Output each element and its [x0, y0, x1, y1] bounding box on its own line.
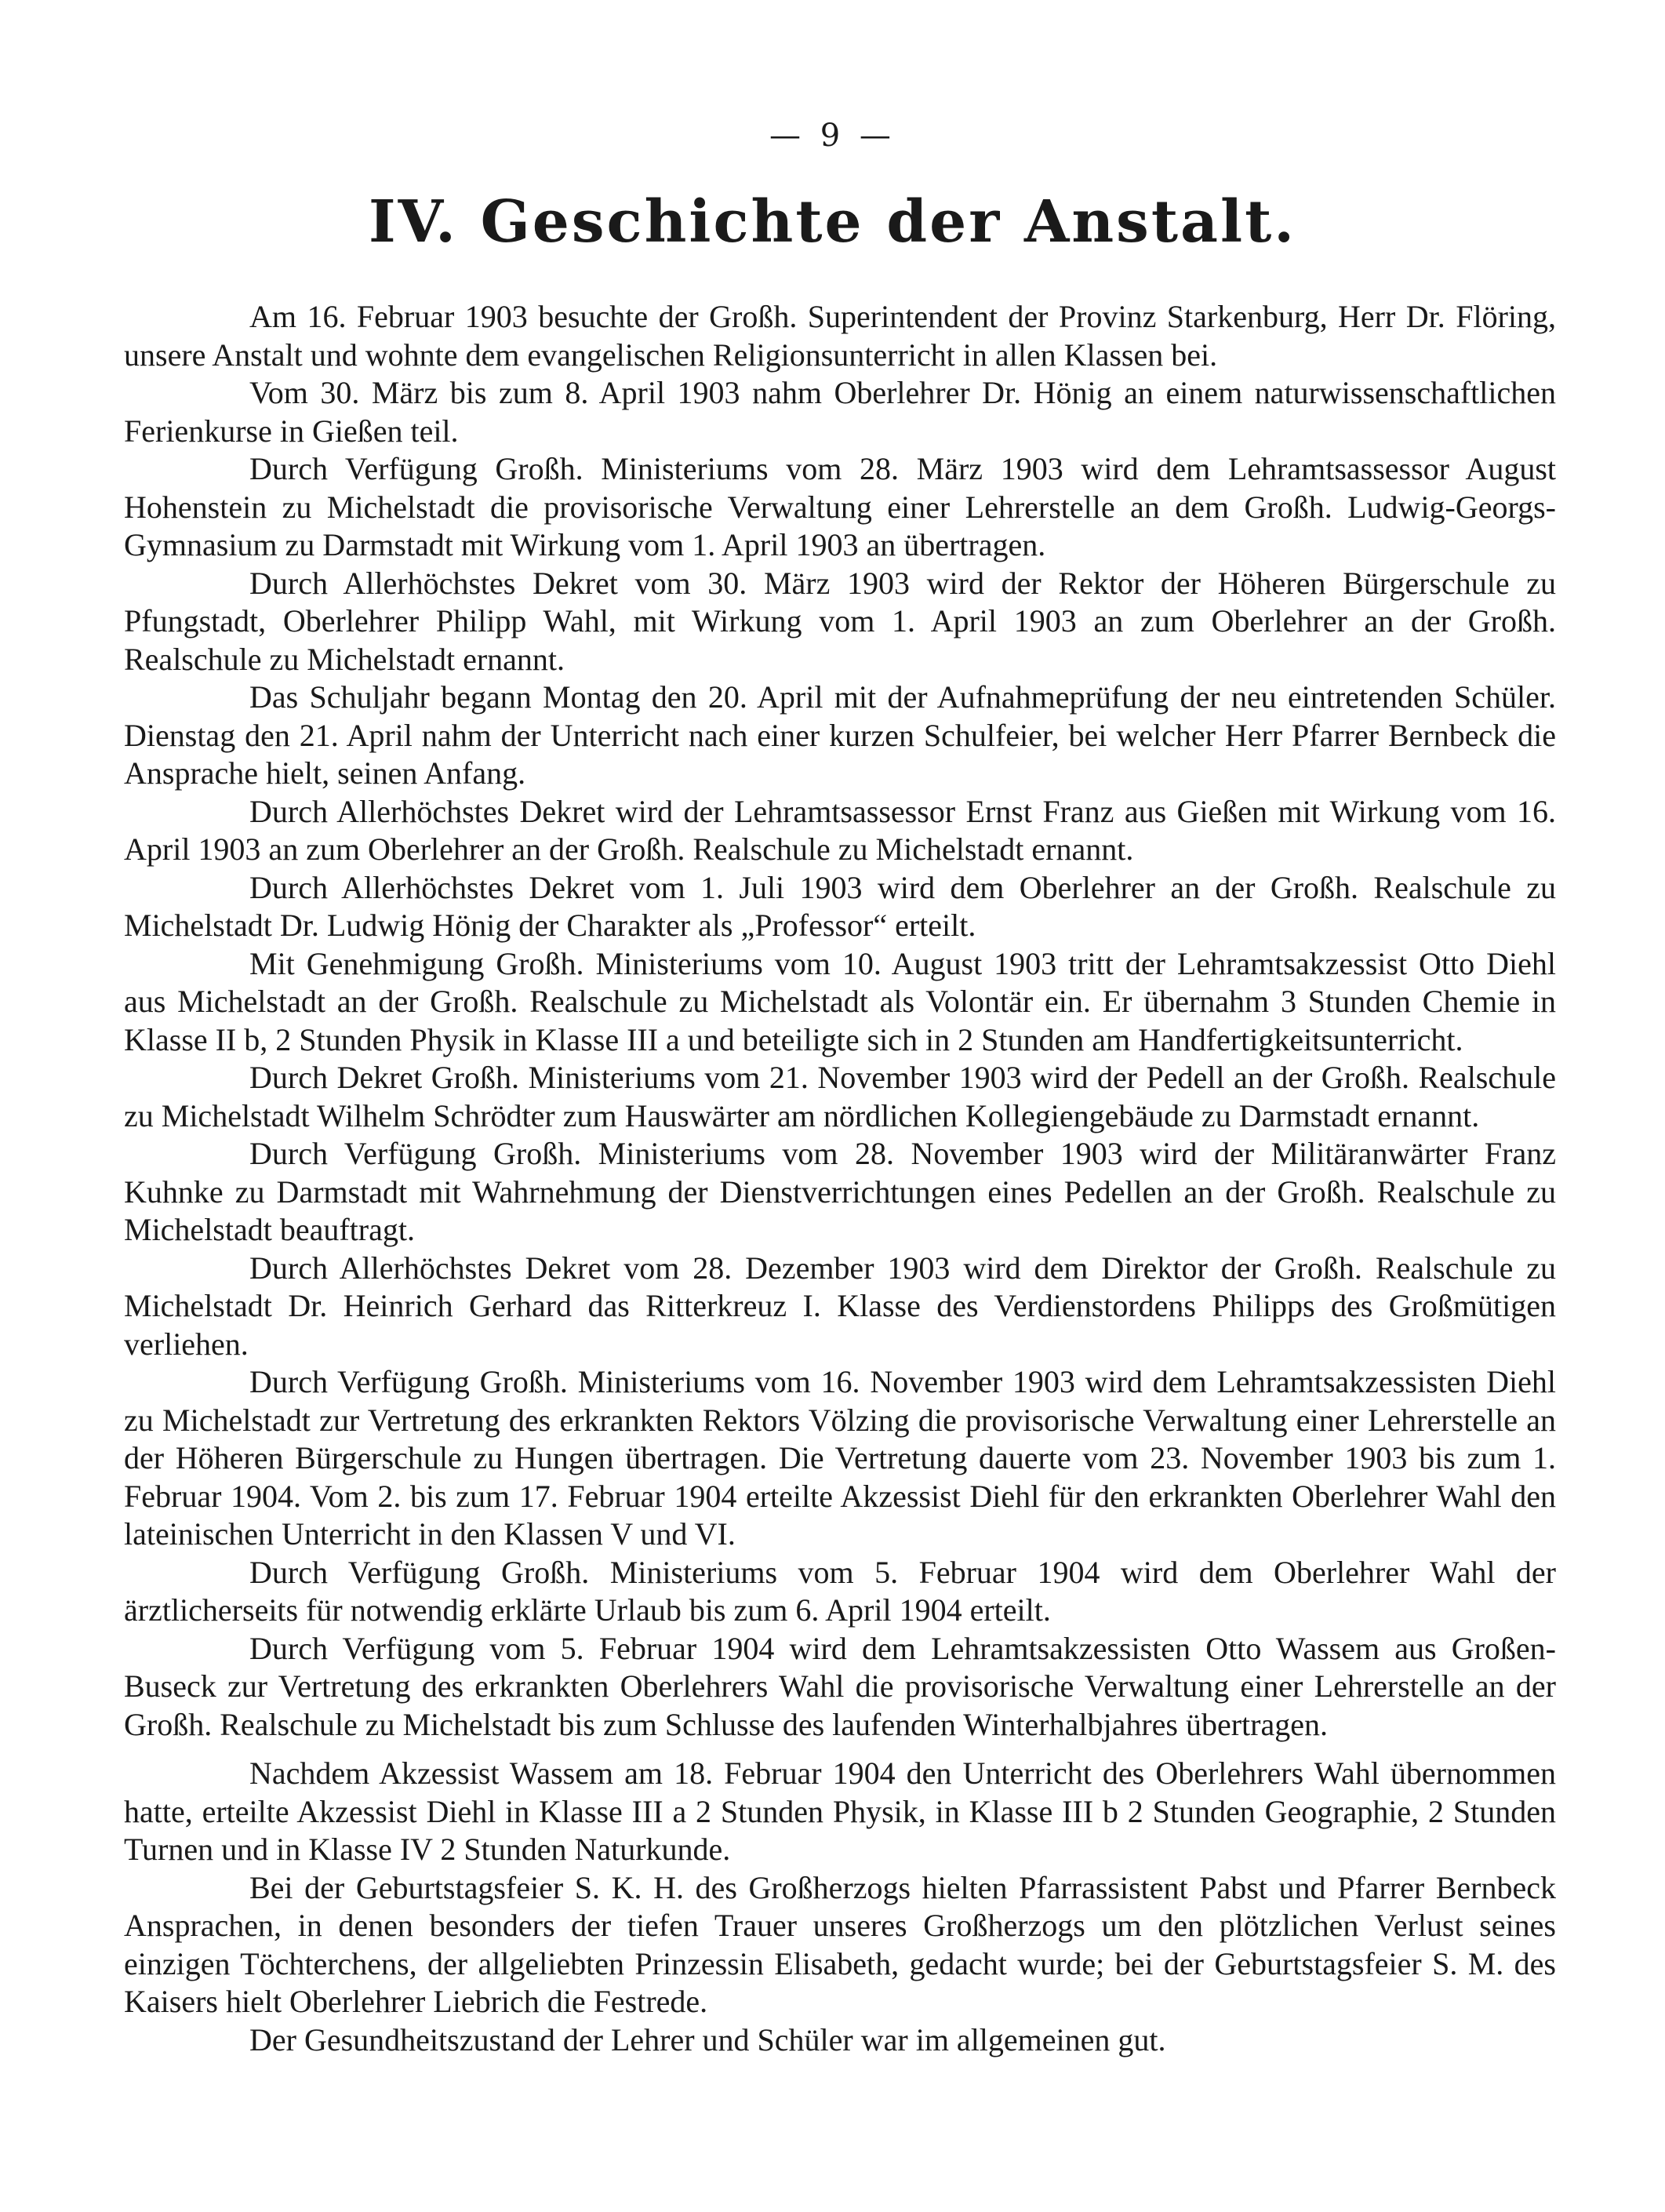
paragraph-3: Durch Verfügung Großh. Ministeriums vom 28. März 1903 wird dem Lehramtsassessor August Hohenstein zu Michelstadt die provisorische Verwaltung einer Lehrerstelle an dem Großh. Ludwig-Georgs-Gymnasium zu Darmstadt mit Wirkung vom 1. April 1903 an übertragen. — [124, 451, 1556, 562]
paragraph-1: Am 16. Februar 1903 besuchte der Großh. Superintendent der Provinz Starkenburg, Herr Dr. Flöring, unsere Anstalt und wohnte dem evangelischen Religionsunterricht in allen Klassen bei. — [124, 299, 1556, 373]
body-text — [124, 298, 1556, 2059]
paragraph-11: Durch Allerhöchstes Dekret vom 28. Dezember 1903 wird dem Direktor der Großh. Realschule zu Michelstadt Dr. Heinrich Gerhard das Ritterkreuz I. Klasse des Verdienstordens Philipps des Großmütigen verliehen. — [124, 1250, 1556, 1362]
paragraph-4: Durch Allerhöchstes Dekret vom 30. März 1903 wird der Rektor der Höheren Bürgerschule zu Pfungstadt, Oberlehrer Philipp Wahl, mit Wirkung vom 1. April 1903 an zum Oberlehrer an der Großh. Realschule zu Michelstadt ernannt. — [124, 565, 1556, 677]
paragraph-16: Bei der Geburtstagsfeier S. K. H. des Großherzogs hielten Pfarrassistent Pabst und Pfarrer Bernbeck Ansprachen, in denen besonders der tiefen Trauer unseres Großherzogs um den plötzlichen Verlust seines einzigen Töchterchens, der allgeliebten Prinzessin Elisabeth, gedacht wurde; bei der Geburtstagsfeier S. M. des Kaisers hielt Oberlehrer Liebrich die Festrede. — [124, 1869, 1556, 2019]
paragraph-15: Nachdem Akzessist Wassem am 18. Februar 1904 den Unterricht des Oberlehrers Wahl übernommen hatte, erteilte Akzessist Diehl in Klasse III a 2 Stunden Physik, in Klasse III b 2 Stunden Geographie, 2 Stunden Turnen und in Klasse IV 2 Stunden Naturkunde. — [124, 1755, 1556, 1867]
paragraph-13: Durch Verfügung Großh. Ministeriums vom 5. Februar 1904 wird dem Oberlehrer Wahl der ärztlicherseits für notwendig erklärte Urlaub bis zum 6. April 1904 erteilt. — [124, 1554, 1556, 1628]
section-title: IV. Geschichte der Anstalt. — [368, 188, 1297, 256]
paragraph-17: Der Gesundheitszustand der Lehrer und Schüler war im allgemeinen gut. — [249, 2021, 1166, 2057]
paragraph-14: Durch Verfügung vom 5. Februar 1904 wird dem Lehramtsakzessisten Otto Wassem aus Großen-Buseck zur Vertretung des erkrankten Oberlehrers Wahl die provisorische Verwaltung einer Lehrerstelle an der Großh. Realschule zu Michelstadt bis zum Schlusse des laufenden Winterhalbjahres übertragen. — [124, 1630, 1556, 1742]
page-number: — 9 — — [769, 118, 896, 154]
paragraph-9: Durch Dekret Großh. Ministeriums vom 21. November 1903 wird der Pedell an der Großh. Realschule zu Michelstadt Wilhelm Schrödter zum Hauswärter am nördlichen Kollegiengebäude zu Darmstadt ernannt. — [124, 1060, 1556, 1133]
paragraph-2: Vom 30. März bis zum 8. April 1903 nahm Oberlehrer Dr. Hönig an einem naturwissenschaftlichen Ferienkurse in Gießen teil. — [124, 375, 1556, 449]
paragraph-12: Durch Verfügung Großh. Ministeriums vom 16. November 1903 wird dem Lehramtsakzessisten Diehl zu Michelstadt zur Vertretung des erkrankten Rektors Völzing die provisorische Verwaltung einer Lehrerstelle an der Höheren Bürgerschule zu Hungen übertragen. Die Vertretung dauerte vom 23. November 1903 bis zum 1. Februar 1904. Vom 2. bis zum 17. Februar 1904 erteilte Akzessist Diehl für den erkrankten Oberlehrer Wahl den lateinischen Unterricht in den Klassen V und VI. — [124, 1364, 1556, 1552]
paragraph-8: Mit Genehmigung Großh. Ministeriums vom 10. August 1903 tritt der Lehramtsakzessist Otto Diehl aus Michelstadt an der Großh. Realschule zu Michelstadt als Volontär ein. Er übernahm 3 Stunden Chemie in Klasse II b, 2 Stunden Physik in Klasse III a und beteiligte sich in 2 Stunden am Handfertigkeitsunterricht. — [124, 945, 1556, 1057]
paragraph-10: Durch Verfügung Großh. Ministeriums vom 28. November 1903 wird der Militäranwärter Franz Kuhnke zu Darmstadt mit Wahrnehmung der Dienstverrichtungen eines Pedellen an der Großh. Realschule zu Michelstadt beauftragt. — [124, 1136, 1556, 1247]
paragraph-5: Das Schuljahr begann Montag den 20. April mit der Aufnahmeprüfung der neu eintretenden Schüler. Dienstag den 21. April nahm der Unterricht nach einer kurzen Schulfeier, bei welcher Herr Pfarrer Bernbeck die Ansprache hielt, seinen Anfang. — [124, 679, 1556, 791]
paragraph-6: Durch Allerhöchstes Dekret wird der Lehramtsassessor Ernst Franz aus Gießen mit Wirkung vom 16. April 1903 an zum Oberlehrer an der Großh. Realschule zu Michelstadt ernannt. — [124, 793, 1556, 867]
paragraph-7: Durch Allerhöchstes Dekret vom 1. Juli 1903 wird dem Oberlehrer an der Großh. Realschule zu Michelstadt Dr. Ludwig Hönig der Charakter als „Professor“ erteilt. — [124, 869, 1556, 943]
